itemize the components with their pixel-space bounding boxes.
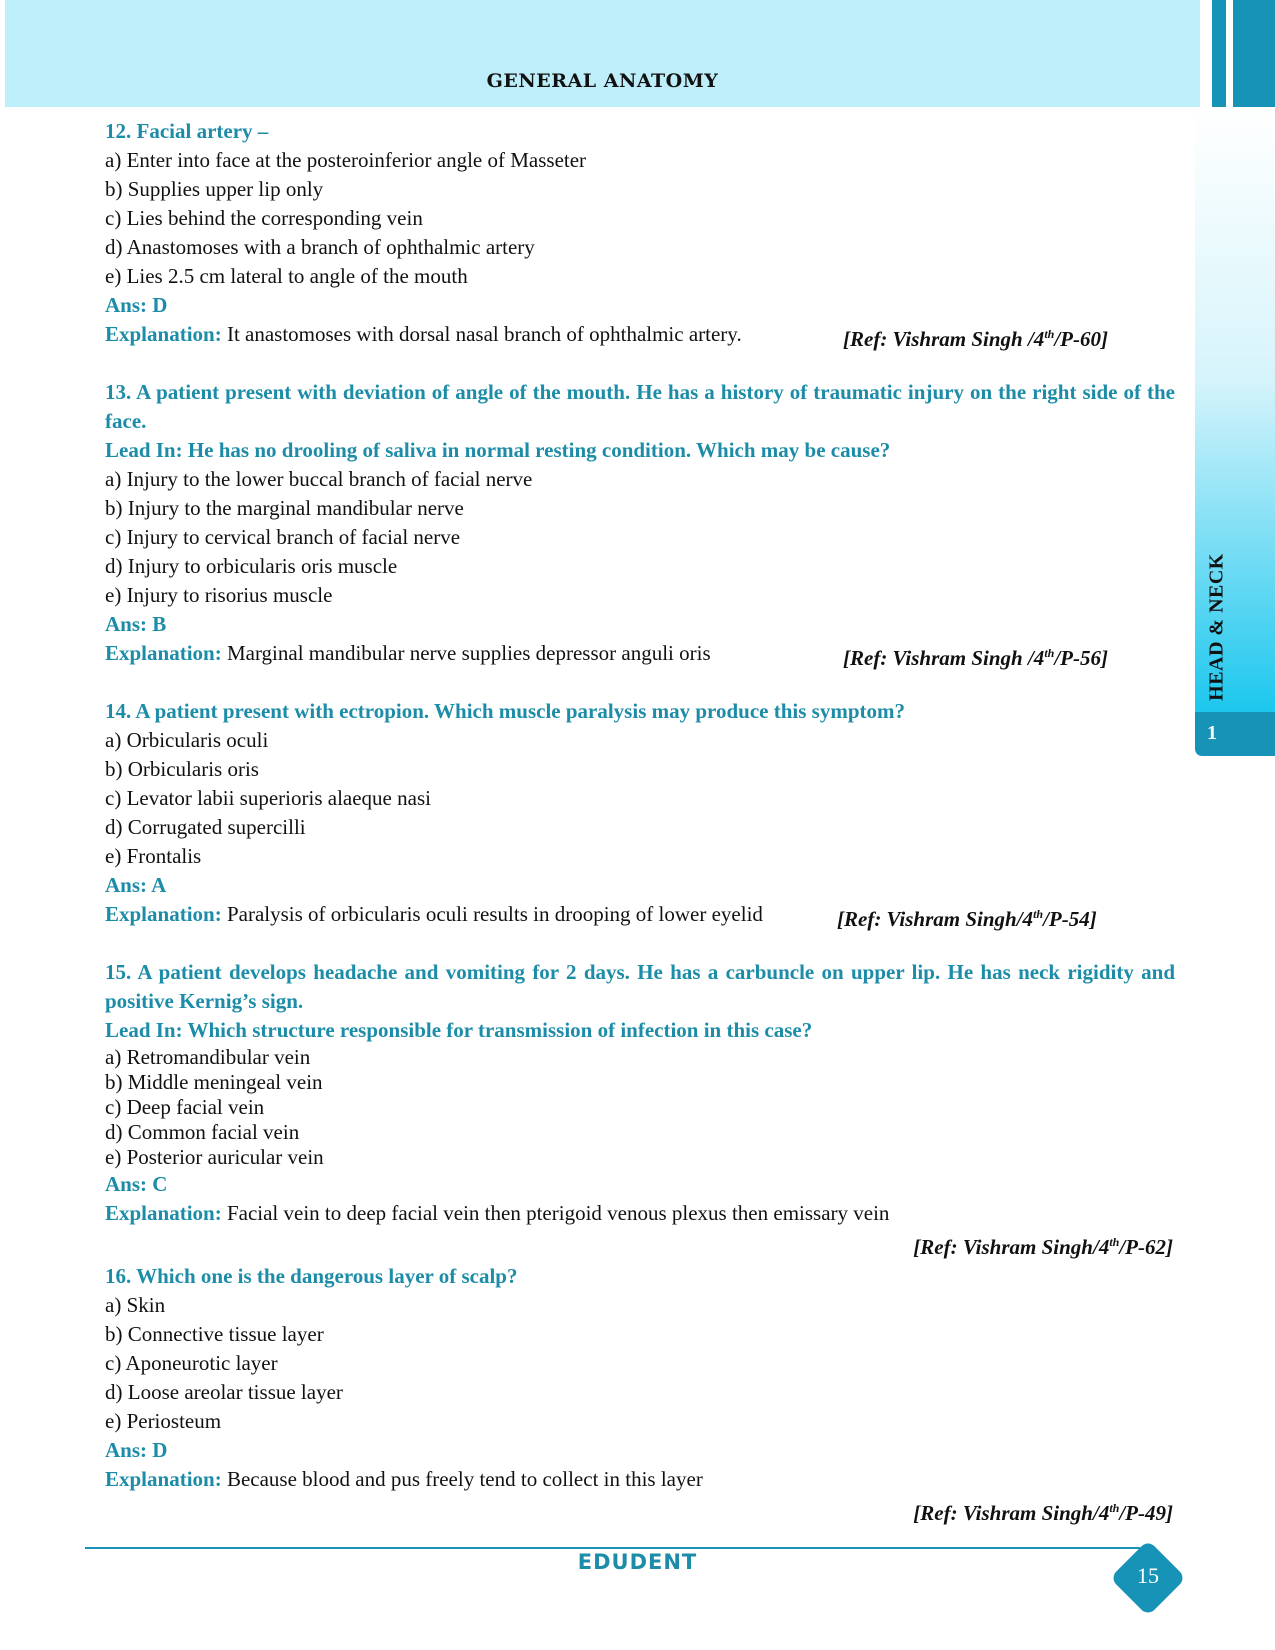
question-title: 14. A patient present with ectropion. Which muscle paralysis may produce this symptom? xyxy=(105,699,905,723)
reference: [Ref: Vishram Singh/4th/P-54] xyxy=(837,907,1097,931)
question-title: 16. Which one is the dangerous layer of scalp? xyxy=(105,1264,518,1288)
option: a) Retromandibular vein xyxy=(105,1045,311,1069)
option: b) Injury to the marginal mandibular nerve xyxy=(105,496,464,520)
question-block xyxy=(105,697,1175,929)
option: b) Middle meningeal vein xyxy=(105,1070,323,1094)
reference: [Ref: Vishram Singh /4th/P-60] xyxy=(843,327,1108,351)
option: e) Injury to risorius muscle xyxy=(105,583,333,607)
option: c) Aponeurotic layer xyxy=(105,1351,278,1375)
lead-in: Lead In: Which structure responsible for transmission of infection in this case? xyxy=(105,1018,813,1042)
option: c) Deep facial vein xyxy=(105,1095,265,1119)
brand-logo: EDUDENT xyxy=(577,1550,698,1574)
page-number: 15 xyxy=(1137,1563,1159,1588)
section-label: HEAD & NECK xyxy=(1205,553,1228,701)
answer: Ans: A xyxy=(105,873,167,897)
explanation-row xyxy=(105,639,1175,668)
answer: Ans: D xyxy=(105,293,168,317)
explanation-text: Paralysis of orbicularis oculi results in drooping of lower eyelid xyxy=(226,902,763,926)
question-list xyxy=(105,117,1175,1528)
option: b) Supplies upper lip only xyxy=(105,177,324,201)
page-title: GENERAL ANATOMY xyxy=(486,70,719,92)
explanation-text: Facial vein to deep facial vein then pterigoid venous plexus then emissary vein xyxy=(226,1201,890,1225)
option: d) Loose areolar tissue layer xyxy=(105,1380,343,1404)
option: a) Orbicularis oculi xyxy=(105,728,269,752)
explanation-label: Explanation: xyxy=(105,322,222,346)
explanation-text: Because blood and pus freely tend to collect in this layer xyxy=(226,1467,703,1491)
explanation-row xyxy=(105,1465,1175,1494)
option: d) Common facial vein xyxy=(105,1120,300,1144)
explanation-label: Explanation: xyxy=(105,1201,222,1225)
option: d) Injury to orbicularis oris muscle xyxy=(105,554,398,578)
option: d) Anastomoses with a branch of ophthalmic artery xyxy=(105,235,535,259)
explanation-label: Explanation: xyxy=(105,1467,222,1491)
answer: Ans: B xyxy=(105,612,167,636)
reference: [Ref: Vishram Singh/4th/P-62] xyxy=(913,1235,1173,1259)
question-title: 13. A patient present with deviation of angle of the mouth. He has a history of traumatic injury on the right side of the face. xyxy=(105,380,1175,433)
option: e) Frontalis xyxy=(105,844,202,868)
answer: Ans: D xyxy=(105,1438,168,1462)
explanation-text: It anastomoses with dorsal nasal branch of ophthalmic artery. xyxy=(226,322,742,346)
answer: Ans: C xyxy=(105,1172,168,1196)
header-accent-bar xyxy=(1212,0,1226,107)
option: e) Lies 2.5 cm lateral to angle of the mouth xyxy=(105,264,468,288)
question-block xyxy=(105,378,1175,668)
reference: [Ref: Vishram Singh/4th/P-49] xyxy=(913,1501,1173,1525)
question-title: 15. A patient develops headache and vomiting for 2 days. He has a carbuncle on upper lip. He has neck rigidity and positive Kernig’s sign. xyxy=(105,960,1175,1013)
explanation-text: Marginal mandibular nerve supplies depressor anguli oris xyxy=(226,641,711,665)
lead-in: Lead In: He has no drooling of saliva in normal resting condition. Which may be cause? xyxy=(105,438,891,462)
option: a) Enter into face at the posteroinferior angle of Masseter xyxy=(105,148,587,172)
explanation-row xyxy=(105,1199,1175,1228)
option: e) Posterior auricular vein xyxy=(105,1145,324,1169)
option: d) Corrugated supercilli xyxy=(105,815,306,839)
footer-divider xyxy=(85,1547,1140,1549)
option: a) Injury to the lower buccal branch of facial nerve xyxy=(105,467,533,491)
option: c) Injury to cervical branch of facial nerve xyxy=(105,525,461,549)
question-block xyxy=(105,958,1175,1262)
option: c) Lies behind the corresponding vein xyxy=(105,206,423,230)
option: e) Periosteum xyxy=(105,1409,222,1433)
option: c) Levator labii superioris alaeque nasi xyxy=(105,786,431,810)
question-title: 12. Facial artery – xyxy=(105,119,269,143)
explanation-row xyxy=(105,900,1175,929)
explanation-row xyxy=(105,320,1175,349)
chapter-number-tab: 1 xyxy=(1195,712,1275,756)
question-block xyxy=(105,1262,1175,1528)
option: b) Orbicularis oris xyxy=(105,757,259,781)
explanation-label: Explanation: xyxy=(105,902,222,926)
header-accent-bar xyxy=(1233,0,1275,107)
question-block xyxy=(105,117,1175,349)
option: b) Connective tissue layer xyxy=(105,1322,324,1346)
option: a) Skin xyxy=(105,1293,166,1317)
explanation-label: Explanation: xyxy=(105,641,222,665)
reference: [Ref: Vishram Singh /4th/P-56] xyxy=(843,646,1108,670)
